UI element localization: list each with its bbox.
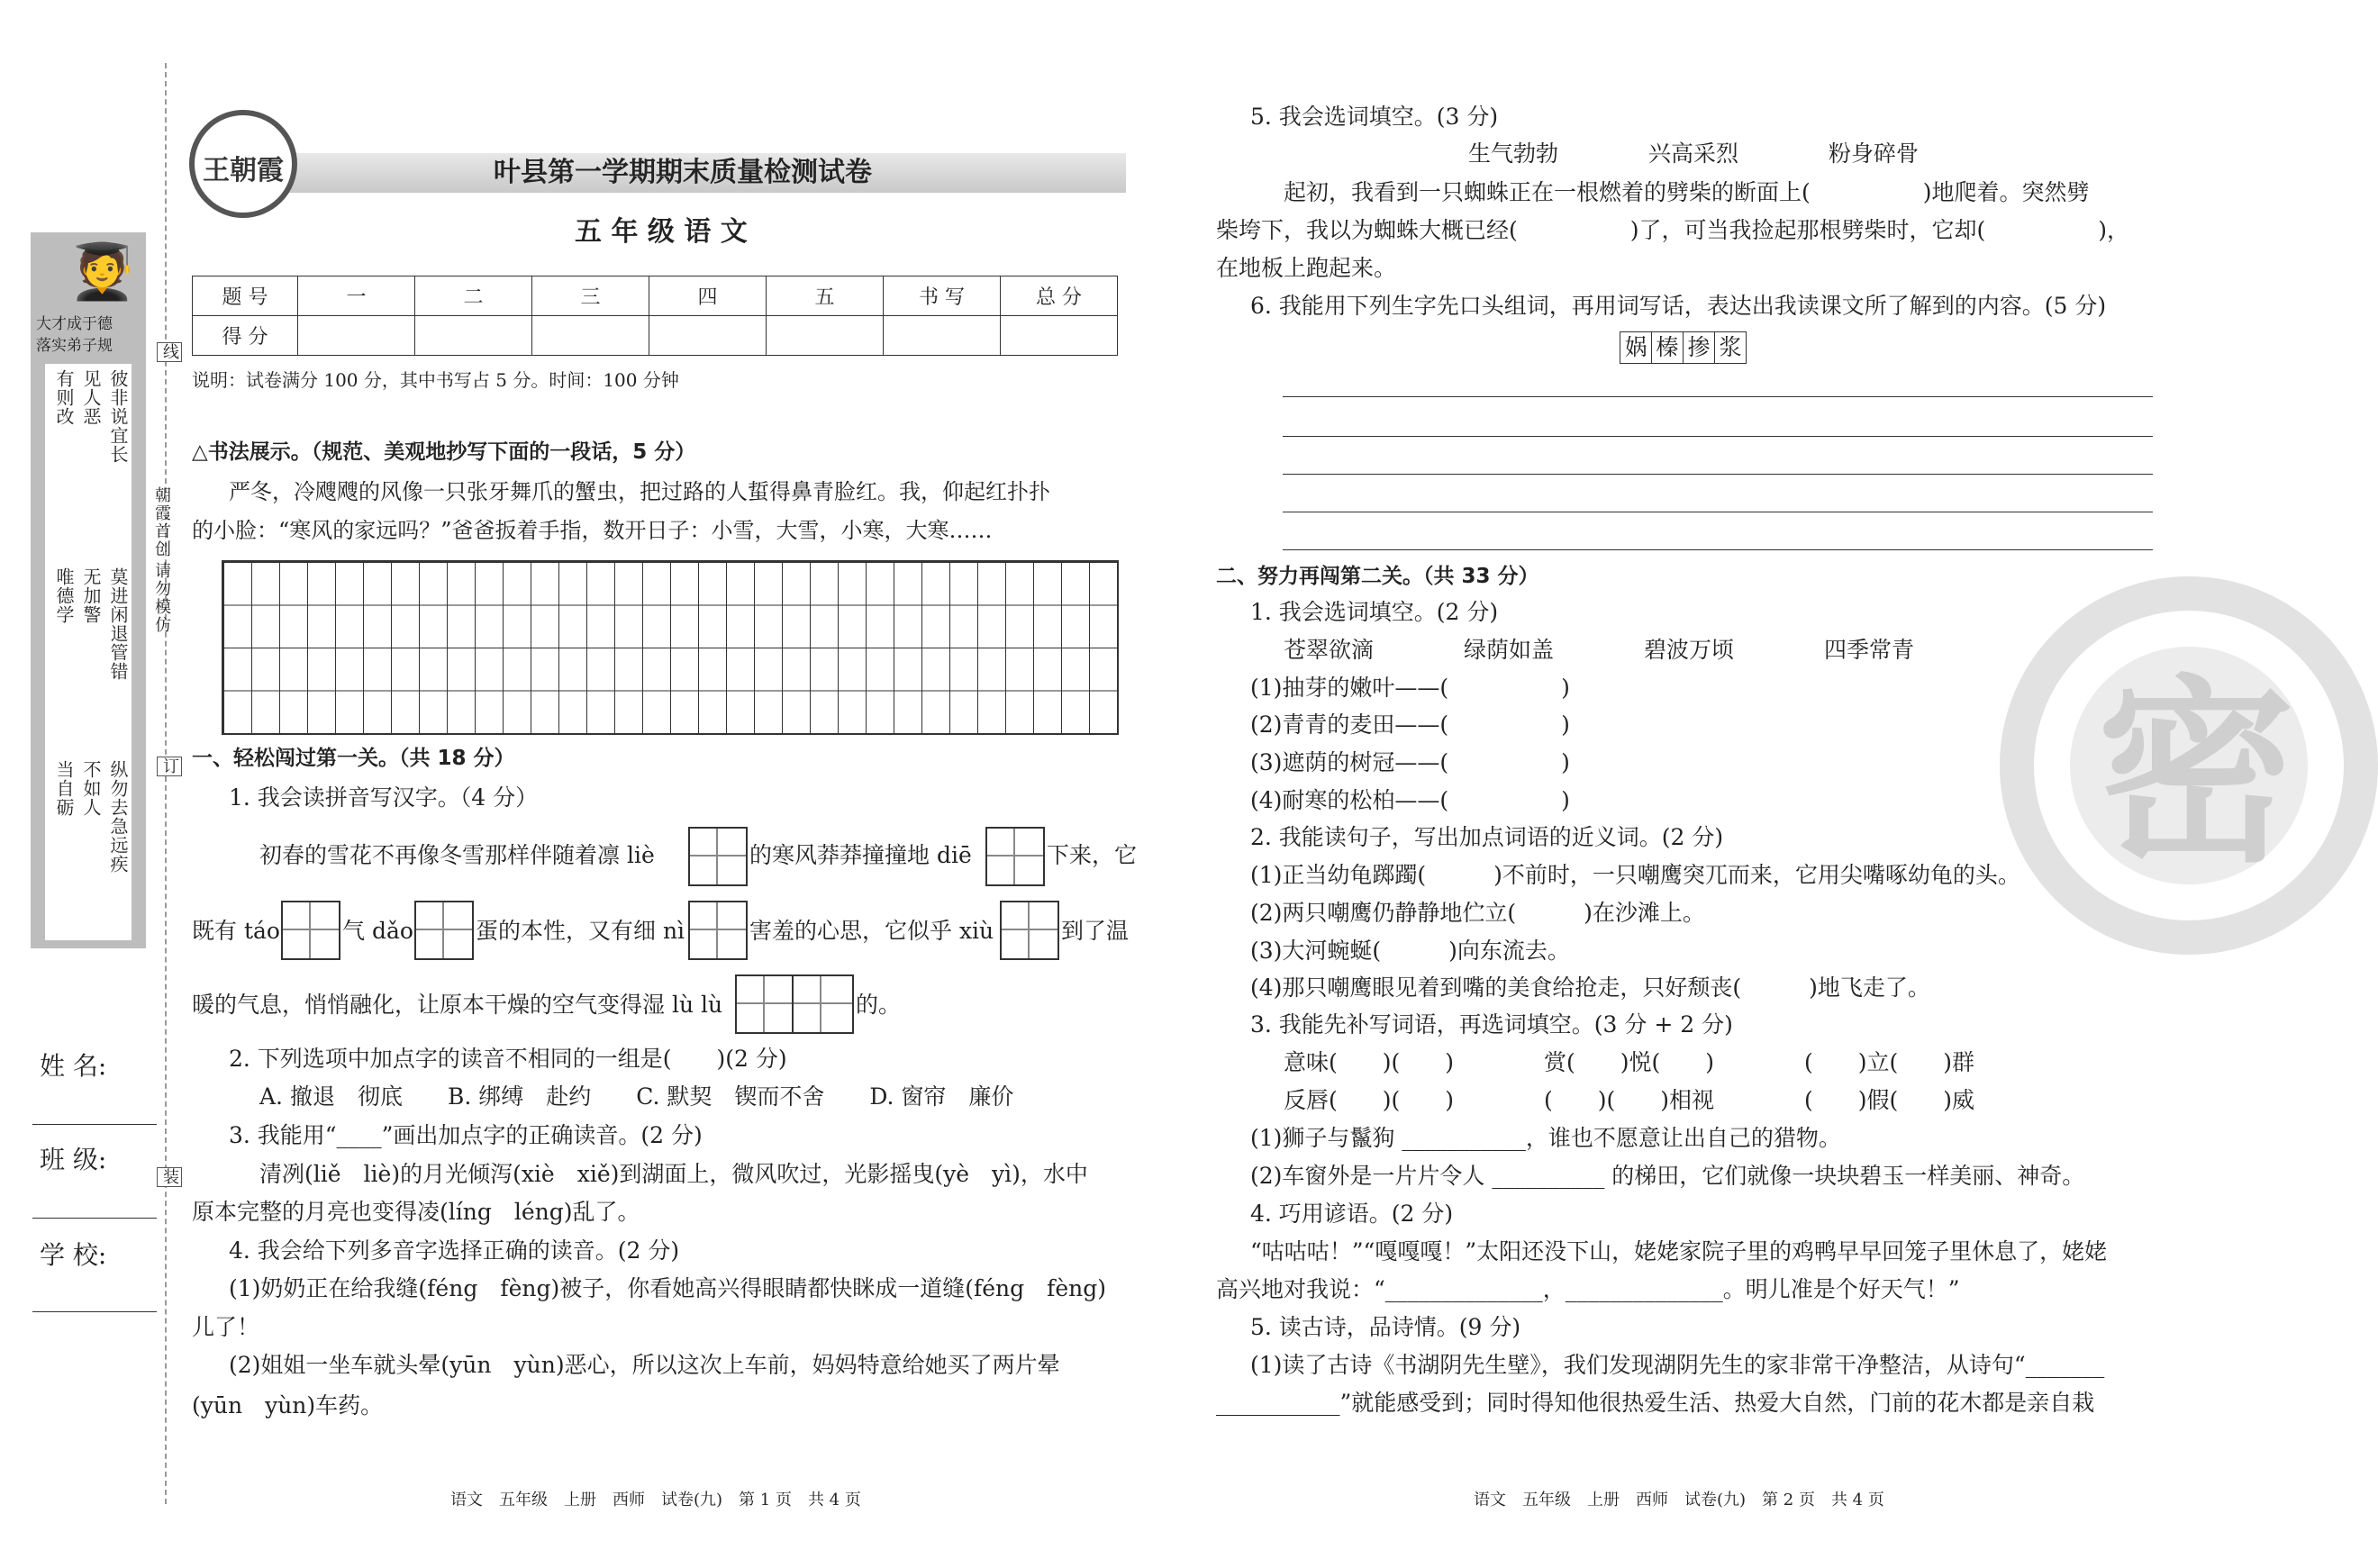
s2-question-4-text: 高兴地对我说：“______________，______________。明儿准是个好天气！” <box>1216 1276 1960 1302</box>
seal-label: 线 <box>157 342 182 362</box>
question-2-options: A. 撤退 彻底 B. 绑缚 赴约 C. 默契 锲而不舍 D. 窗帘 廉价 <box>259 1083 1014 1110</box>
s2-question-3-row: 意味( )( ) 赏( )悦( ) ( )立( )群 <box>1284 1049 1975 1075</box>
page-footer-right: 语文 五年级 上册 西师 试卷(九) 第 2 页 共 4 页 <box>1474 1491 1884 1509</box>
s2-question-1-words: 苍翠欲滴 绿荫如盖 碧波万顷 四季常青 <box>1284 637 1915 663</box>
question-4-text: (yūn yùn)车药。 <box>192 1392 384 1418</box>
pinyin-text: 害羞的心思，它似乎 xiù <box>749 918 994 944</box>
s2-question-5-text: ___________”就能感受到；同时得知他很热爱生活、热爱大自然，门前的花木都是亲自栽 <box>1216 1390 2095 1416</box>
question-3: 3. 我能用“____”画出加点字的正确读音。(2 分) <box>229 1122 703 1148</box>
pinyin-text: 下来，它 <box>1047 842 1138 868</box>
score-header: 五 <box>767 276 884 316</box>
answer-line[interactable] <box>1283 396 2153 397</box>
answer-box[interactable] <box>985 827 1045 886</box>
score-header: 一 <box>298 276 415 316</box>
score-header: 三 <box>532 276 649 316</box>
score-cell[interactable] <box>532 316 649 356</box>
exam-title: 叶县第一学期期末质量检测试卷 <box>494 157 872 188</box>
motto-top: 大才成于德 <box>36 315 113 333</box>
answer-box[interactable] <box>281 901 340 960</box>
name-field[interactable] <box>32 1124 157 1125</box>
s2-question-2-item: (4)那只嘲鹰眼见着到嘴的美食给抢走，只好颓丧( )地飞走了。 <box>1250 974 1930 1001</box>
s2-question-2: 2. 我能读句子，写出加点词语的近义词。(2 分) <box>1250 824 1724 850</box>
question-4: 4. 我会给下列多音字选择正确的读音。(2 分) <box>229 1237 680 1264</box>
motto-col: 唯德学 <box>53 567 75 624</box>
s2-question-2-item: (1)正当幼龟踯躅( )不前时，一只嘲鹰突兀而来，它用尖嘴啄幼龟的头。 <box>1250 862 2020 888</box>
s2-question-4-text: “咕咕咕！”“嘎嘎嘎！”太阳还没下山，姥姥家院子里的鸡鸭早早回笼子里休息了，姥姥 <box>1250 1238 2108 1264</box>
s2-question-5: 5. 读古诗，品诗情。(9 分) <box>1250 1314 1521 1340</box>
s2-question-3: 3. 我能先补写词语，再选词填空。(3 分 + 2 分) <box>1250 1011 1733 1038</box>
question-5-text: 起初，我看到一只蜘蛛正在一根燃着的劈柴的断面上( )地爬着。突然劈 <box>1284 179 2090 205</box>
school-label: 学 校: <box>40 1240 107 1270</box>
question-4-text: (1)奶奶正在给我缝(féng fèng)被子，你看她高兴得眼睛都快眯成一道缝(féng fèng) <box>229 1275 1107 1301</box>
s2-question-1: 1. 我会选词填空。(2 分) <box>1250 599 1499 625</box>
calligraphy-text: 的小脸：“寒风的家远吗？”爸爸扳着手指，数开日子：小雪，大雪，小寒，大寒…… <box>192 518 993 543</box>
score-cell[interactable] <box>298 316 415 356</box>
s2-question-1-item: (4)耐寒的松柏——( ) <box>1250 787 1570 813</box>
question-5-text: 柴垮下，我以为蜘蛛大概已经( )了，可当我捡起那根劈柴时，它却( )， <box>1216 217 2130 243</box>
pinyin-text: 既有 táo <box>192 918 280 944</box>
pinyin-text: 的寒风莽莽撞撞地 diē <box>749 842 972 868</box>
motto-col: 当自砺 <box>53 760 75 817</box>
pinyin-text: 的。 <box>856 992 902 1018</box>
motto-col: 莫进闲退管错 <box>107 567 129 681</box>
instructions: 说明：试卷满分 100 分，其中书写占 5 分。时间：100 分钟 <box>192 369 679 391</box>
answer-line[interactable] <box>1283 474 2153 475</box>
section-1-heading: 一、轻松闯过第一关。（共 18 分） <box>192 747 515 770</box>
answer-box[interactable] <box>1000 901 1059 960</box>
calligraphy-heading: △书法展示。（规范、美观地抄写下面的一段话，5 分） <box>192 440 696 464</box>
pinyin-text: 到了温 <box>1061 918 1130 944</box>
score-cell[interactable] <box>649 316 767 356</box>
score-header: 书 写 <box>884 276 1001 316</box>
answer-line[interactable] <box>1283 549 2153 550</box>
pinyin-text: 暖的气息，悄悄融化，让原本干燥的空气变得湿 lù lù <box>192 992 723 1018</box>
motto-panel <box>31 232 146 948</box>
score-header: 总 分 <box>1001 276 1118 316</box>
side-note: 请勿模仿 <box>152 562 171 634</box>
motto-col: 有则改 <box>53 369 75 426</box>
writing-grid[interactable] <box>222 560 1119 735</box>
watermark-text: 密 <box>2097 656 2296 889</box>
s2-question-2-item: (2)两只嘲鹰仍静静地伫立( )在沙滩上。 <box>1250 900 1705 926</box>
class-field[interactable] <box>32 1218 157 1219</box>
s2-question-1-item: (3)遮荫的树冠——( ) <box>1250 749 1570 775</box>
char-box: 掺 <box>1683 331 1715 364</box>
calligraphy-text: 严冬，冷飕飕的风像一只张牙舞爪的蟹虫，把过路的人蜇得鼻青脸红。我，仰起红扑扑 <box>229 479 1050 504</box>
char-box: 榛 <box>1651 331 1684 364</box>
motto-col: 纵勿去急远疾 <box>107 760 129 874</box>
s2-question-4: 4. 巧用谚语。(2 分) <box>1250 1201 1454 1227</box>
publisher-logo <box>189 110 297 218</box>
s2-question-3-text: (2)车窗外是一片片令人 __________ 的梯田，它们就像一块块碧玉一样美丽、神奇。 <box>1250 1163 2085 1189</box>
s2-question-3-row: 反唇( )( ) ( )( )相视 ( )假( )威 <box>1284 1087 1975 1113</box>
question-4-text: (2)姐姐一坐车就头晕(yūn yùn)恶心，所以这次上车前，妈妈特意给她买了两片晕 <box>229 1352 1060 1378</box>
question-3-text: 原本完整的月亮也变得凌(líng léng)乱了。 <box>192 1199 640 1225</box>
score-cell[interactable] <box>767 316 884 356</box>
seal-label: 订 <box>157 757 182 776</box>
s2-question-3-text: (1)狮子与鬣狗 ___________，谁也不愿意让出自己的猎物。 <box>1250 1125 1841 1151</box>
score-cell[interactable] <box>884 316 1001 356</box>
motto-col: 无加警 <box>80 567 102 624</box>
question-6: 6. 我能用下列生字先口头组词，再用词写话，表达出我读课文所了解到的内容。(5 分) <box>1250 293 2107 319</box>
char-box: 浆 <box>1714 331 1747 364</box>
motto-col: 见人恶 <box>80 369 102 426</box>
confidential-watermark <box>2000 576 2378 955</box>
pinyin-text: 初春的雪花不再像冬雪那样伴随着凛 liè <box>259 842 655 868</box>
question-3-text: 清冽(liě liè)的月光倾泻(xiè xiě)到湖面上，微风吹过，光影摇曳(yè yì)，水中 <box>259 1161 1088 1187</box>
question-5: 5. 我会选词填空。(3 分) <box>1250 104 1499 130</box>
question-5-words: 生气勃勃 兴高采烈 粉身碎骨 <box>1468 140 1920 167</box>
logo-text: 王朝霞 <box>203 155 284 186</box>
scholar-icon: 🧑‍🎓 <box>68 240 136 304</box>
answer-box[interactable] <box>414 901 474 960</box>
page-footer-left: 语文 五年级 上册 西师 试卷(九) 第 1 页 共 4 页 <box>450 1491 861 1509</box>
answer-box[interactable] <box>688 827 748 886</box>
motto-col: 彼非说宜长 <box>107 369 129 464</box>
score-header: 四 <box>649 276 767 316</box>
score-cell[interactable] <box>1001 316 1118 356</box>
seal-label: 装 <box>157 1167 182 1187</box>
s2-question-5-text: (1)读了古诗《书湖阴先生壁》，我们发现湖阴先生的家非常干净整洁，从诗句“_______ <box>1250 1352 2105 1378</box>
s2-question-1-item: (1)抽芽的嫩叶——( ) <box>1250 675 1570 701</box>
question-4-text: 儿了！ <box>192 1314 260 1340</box>
question-1: 1. 我会读拼音写汉字。（4 分） <box>229 784 539 811</box>
s2-question-2-item: (3)大河蜿蜒( )向东流去。 <box>1250 938 1570 964</box>
name-label: 姓 名: <box>40 1051 107 1081</box>
question-2: 2. 下列选项中加点字的读音不相同的一组是( )(2 分) <box>229 1046 787 1072</box>
section-2-heading: 二、努力再闯第二关。（共 33 分） <box>1216 565 1539 588</box>
answer-box[interactable] <box>688 901 748 960</box>
pinyin-text: 蛋的本性，又有细 nì <box>476 918 685 944</box>
question-5-text: 在地板上跑起来。 <box>1216 255 1397 281</box>
binding-line <box>165 63 167 1504</box>
subject-title: 五 年 级 语 文 <box>575 216 748 248</box>
score-cell[interactable] <box>415 316 532 356</box>
score-header: 二 <box>415 276 532 316</box>
score-table <box>192 276 1118 356</box>
school-field[interactable] <box>32 1311 157 1312</box>
answer-box-double[interactable] <box>735 974 854 1034</box>
score-row-label: 得 分 <box>193 316 298 356</box>
answer-line[interactable] <box>1283 436 2153 437</box>
class-label: 班 级: <box>40 1145 107 1174</box>
s2-question-1-item: (2)青青的麦田——( ) <box>1250 711 1570 738</box>
motto-bottom: 落实弟子规 <box>36 337 113 355</box>
side-note: 朝霞首创 <box>152 486 171 558</box>
pinyin-text: 气 dǎo <box>342 918 413 944</box>
char-box: 娲 <box>1620 331 1652 364</box>
motto-col: 不如人 <box>80 760 102 817</box>
score-header: 题 号 <box>193 276 298 316</box>
